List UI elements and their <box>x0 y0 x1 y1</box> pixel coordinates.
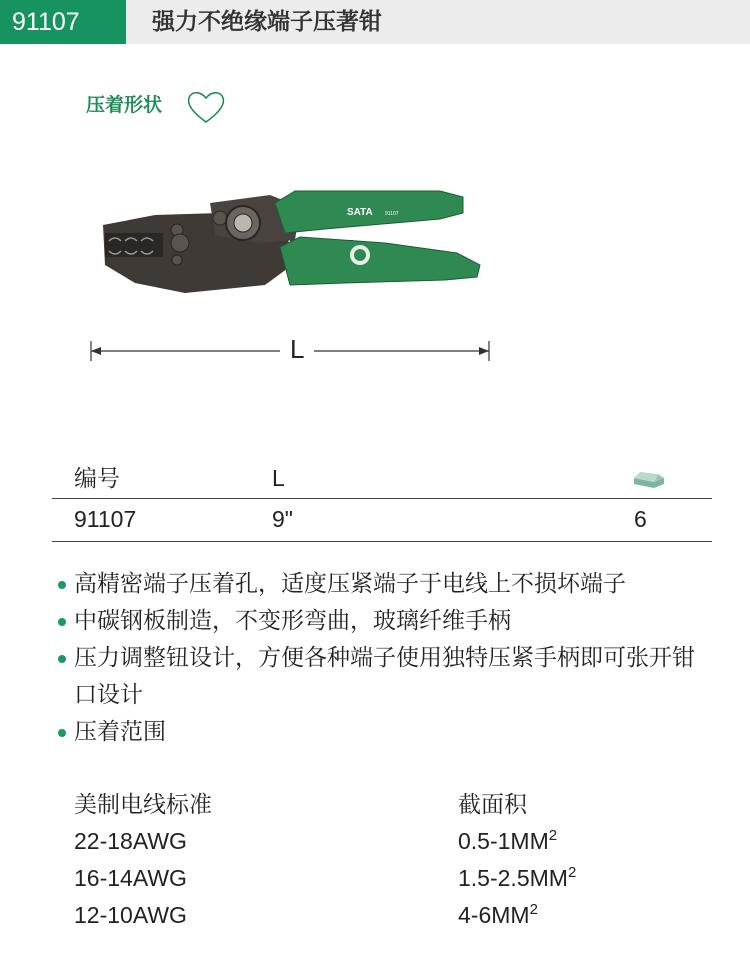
cell-terminal-count: 6 <box>634 506 647 532</box>
header-code: 编号 <box>74 465 120 491</box>
mm-value: $4-6MM^2$ <box>458 901 538 928</box>
awg-value: 12-10AWG <box>74 902 187 928</box>
heart-crimp-shape-icon <box>186 90 226 124</box>
awg-value: 22-18AWG <box>74 828 187 854</box>
awg-standard-header: 美制电线标准 <box>74 791 212 817</box>
spec-table <box>52 458 712 542</box>
bullet-dot-icon <box>58 729 66 737</box>
header-length: L <box>272 465 285 491</box>
crimp-range-table <box>74 786 694 934</box>
product-title: 强力不绝缘端子压著钳 <box>152 9 382 35</box>
awg-value: 16-14AWG <box>74 865 187 891</box>
bullet-dot-icon <box>58 618 66 626</box>
mm-value: $1.5-2.5MM^2$ <box>458 864 577 891</box>
range-header-row <box>74 786 694 823</box>
model-text: 91107 <box>385 211 399 217</box>
cell-code: 91107 <box>74 506 137 532</box>
header-bar <box>0 0 750 44</box>
table-row <box>52 499 712 542</box>
length-dimension-label: L <box>280 334 314 365</box>
feature-item <box>56 640 716 714</box>
feature-text: 压力调整钮设计，方便各种端子使用独特压紧手柄即可张开钳口设计 <box>74 645 695 708</box>
feature-text: 压着范围 <box>74 719 166 745</box>
product-code-tab: 91107 <box>0 0 126 44</box>
range-row <box>74 823 694 860</box>
crimp-shape-label: 压着形状 <box>86 94 163 116</box>
feature-list <box>56 566 716 751</box>
feature-text: 中碳钢板制造，不变形弯曲，玻璃纤维手柄 <box>74 608 511 634</box>
crimping-plier-image <box>95 185 495 300</box>
mm-value: $0.5-1MM^2$ <box>458 827 558 854</box>
bullet-dot-icon <box>58 581 66 589</box>
cross-section-header: 截面积 <box>458 791 527 817</box>
feature-item <box>56 603 716 640</box>
cell-length: 9" <box>272 506 293 532</box>
bullet-dot-icon <box>58 655 66 663</box>
range-row <box>74 860 694 897</box>
feature-text: 高精密端子压着孔，适度压紧端子于电线上不损坏端子 <box>74 571 626 597</box>
brand-text: SATA <box>347 207 373 218</box>
feature-item <box>56 714 716 751</box>
feature-item <box>56 566 716 603</box>
range-row <box>74 897 694 934</box>
table-header-row <box>52 458 712 499</box>
crimp-terminal-icon <box>632 468 666 490</box>
